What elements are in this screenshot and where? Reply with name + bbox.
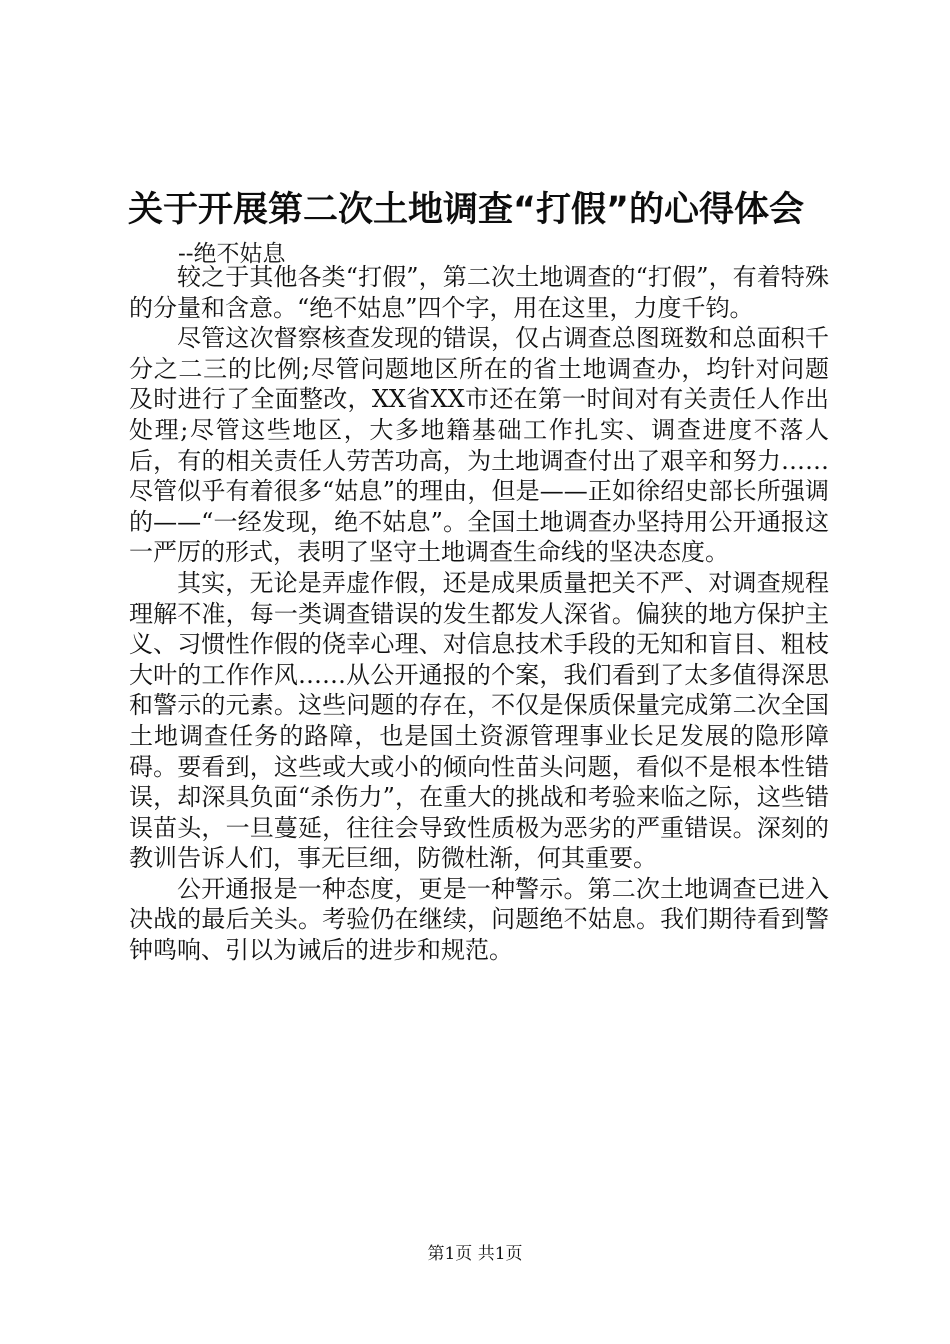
paragraph: 公开通报是一种态度，更是一种警示。第二次土地调查已进入决战的最后关头。考验仍在继续，问题绝不姑息。我们期待看到警钟鸣响、引以为诫后的进步和规范。 — [129, 874, 829, 965]
paragraph: 较之于其他各类“打假”，第二次土地调查的“打假”，有着特殊的分量和含意。“绝不姑息”四个字，用在这里，力度千钧。 — [129, 263, 829, 322]
document-title: 关于开展第二次土地调查“打假”的心得体会 — [128, 190, 805, 230]
page-footer: 第1页 共1页 — [427, 1244, 523, 1264]
paragraph: 其实，无论是弄虚作假，还是成果质量把关不严、对调查规程理解不准，每一类调查错误的发生都发人深省。偏狭的地方保护主义、习惯性作假的侥幸心理、对信息技术手段的无知和盲目、粗枝大叶的工作作风……从公开通报的个案，我们看到了太多值得深思和警示的元素。这些问题的存在，不仅是保质保量完成第二次全国土地调查任务的路障，也是国土资源管理事业长足发展的隐形障碍。要看到，这些或大或小的倾向性苗头问题，看似不是根本性错误，却深具负面“杀伤力”，在重大的挑战和考验来临之际，这些错误苗头，一旦蔓延，往往会导致性质极为恶劣的严重错误。深刻的教训告诉人们，事无巨细，防微杜渐，何其重要。 — [129, 568, 829, 873]
paragraph: 尽管这次督察核查发现的错误，仅占调查总图斑数和总面积千分之二三的比例;尽管问题地区所在的省土地调查办，均针对问题及时进行了全面整改，XX省XX市还在第一时间对有关责任人作出处理;尽管这些地区，大多地籍基础工作扎实、调查进度不落人后，有的相关责任人劳苦功高，为土地调查付出了艰辛和努力……尽管似乎有着很多“姑息”的理由，但是——正如徐绍史部长所强调的——“一经发现，绝不姑息”。全国土地调查办坚持用公开通报这一严厉的形式，表明了坚守土地调查生命线的坚决态度。 — [129, 324, 829, 567]
document-subtitle: --绝不姑息 — [178, 241, 286, 267]
document-body — [129, 262, 829, 966]
